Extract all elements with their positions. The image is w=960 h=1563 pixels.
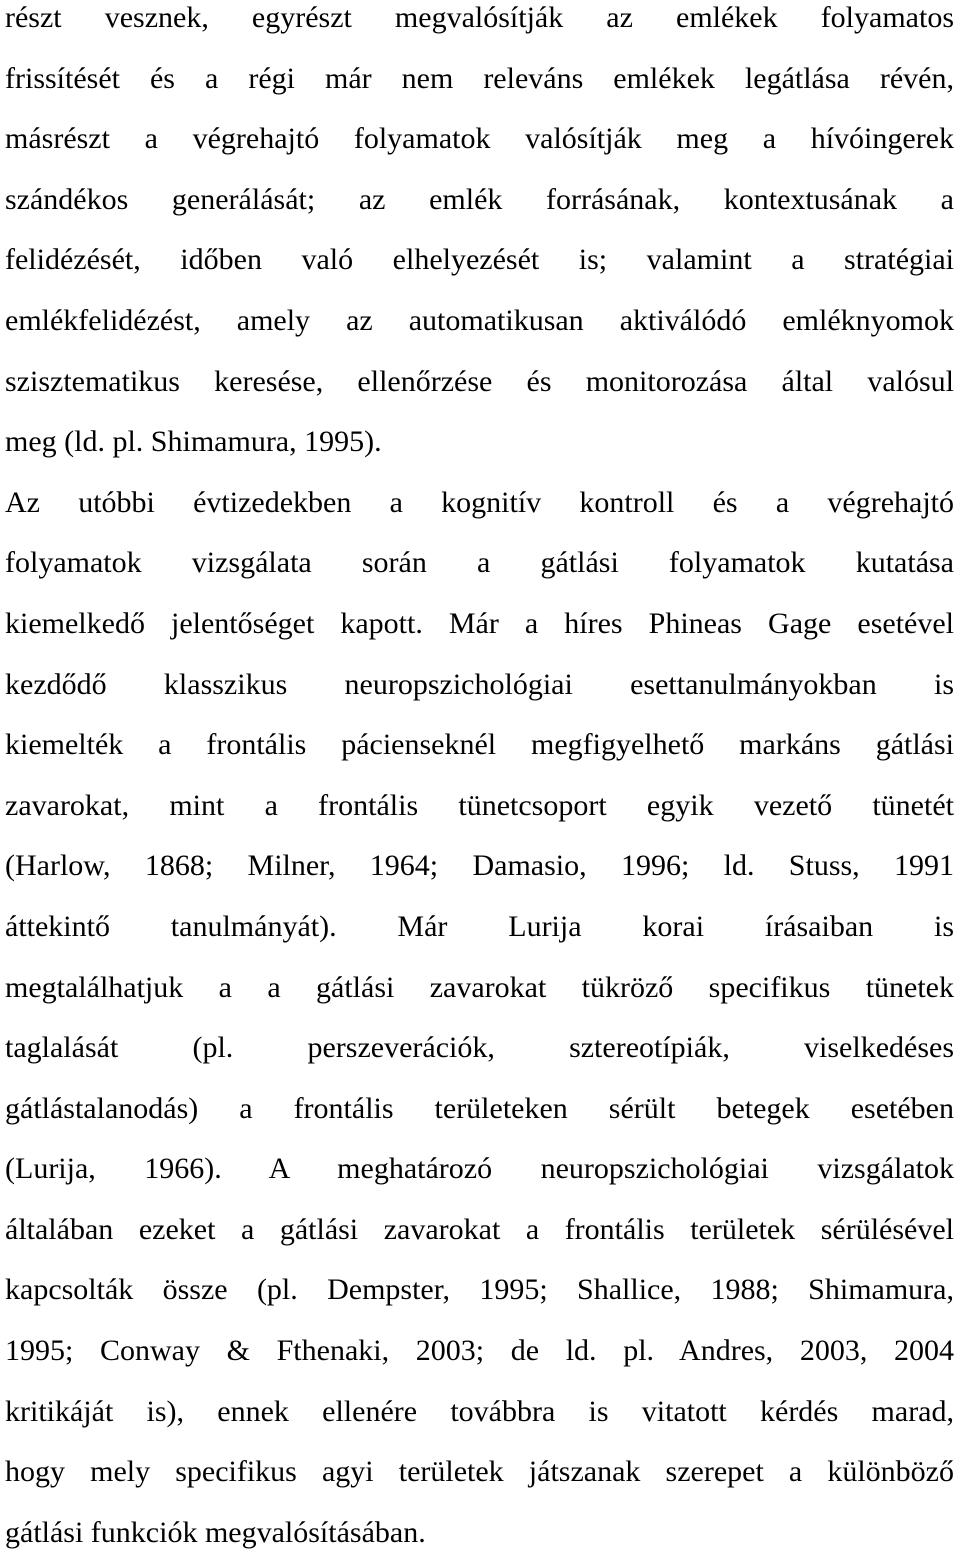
text-line: kritikáját is), ennek ellenére továbbra is vitatott kérdés marad, <box>5 1394 954 1428</box>
text-line: zavarokat, mint a frontális tünetcsoport egyik vezető tünetét <box>5 788 954 822</box>
text-line: gátlástalanodás) a frontális területeken sérült betegek esetében <box>5 1091 954 1125</box>
text-line: (Harlow, 1868; Milner, 1964; Damasio, 1996; ld. Stuss, 1991 <box>5 849 954 883</box>
text-line: hogy mely specifikus agyi területek játszanak szerepet a különböző <box>5 1455 954 1489</box>
text-line: frissítését és a régi már nem releváns emlékek legátlása révén, <box>5 61 954 95</box>
text-line: kiemelték a frontális pácienseknél megfigyelhető markáns gátlási <box>5 728 954 762</box>
text-line: kezdődő klasszikus neuropszichológiai esettanulmányokban is <box>5 667 954 701</box>
text-line: kapcsolták össze (pl. Dempster, 1995; Shallice, 1988; Shimamura, <box>5 1273 954 1307</box>
text-line: másrészt a végrehajtó folyamatok valósítják meg a hívóingerek <box>5 122 954 156</box>
text-line: emlékfelidézést, amely az automatikusan aktiválódó emléknyomok <box>5 303 954 337</box>
text-line: szisztematikus keresése, ellenőrzése és monitorozása által valósul <box>5 364 954 398</box>
text-line: gátlási funkciók megvalósításában. <box>5 1515 426 1549</box>
text-line: 1995; Conway & Fthenaki, 2003; de ld. pl. Andres, 2003, 2004 <box>5 1334 954 1368</box>
text-line: megtalálhatjuk a a gátlási zavarokat tükröző specifikus tünetek <box>5 970 954 1004</box>
text-line: kiemelkedő jelentőséget kapott. Már a híres Phineas Gage esetével <box>5 606 954 640</box>
paragraph-2 <box>5 473 954 1563</box>
document-body <box>5 0 954 1563</box>
text-line: általában ezeket a gátlási zavarokat a frontális területek sérülésével <box>5 1212 954 1246</box>
text-line: taglalását (pl. perszeverációk, sztereotípiák, viselkedéses <box>5 1031 954 1065</box>
paragraph-1 <box>5 0 954 473</box>
text-line: (Lurija, 1966). A meghatározó neuropszichológiai vizsgálatok <box>5 1152 954 1186</box>
text-line: meg (ld. pl. Shimamura, 1995). <box>5 425 382 459</box>
text-line: áttekintő tanulmányát). Már Lurija korai írásaiban is <box>5 909 954 943</box>
text-line: részt vesznek, egyrészt megvalósítják az emlékek folyamatos <box>5 1 954 34</box>
text-line: folyamatok vizsgálata során a gátlási folyamatok kutatása <box>5 546 954 580</box>
text-line: felidézését, időben való elhelyezését is; valamint a stratégiai <box>5 243 954 277</box>
text-line: Az utóbbi évtizedekben a kognitív kontroll és a végrehajtó <box>5 485 954 519</box>
text-line: szándékos generálását; az emlék forrásának, kontextusának a <box>5 182 954 216</box>
